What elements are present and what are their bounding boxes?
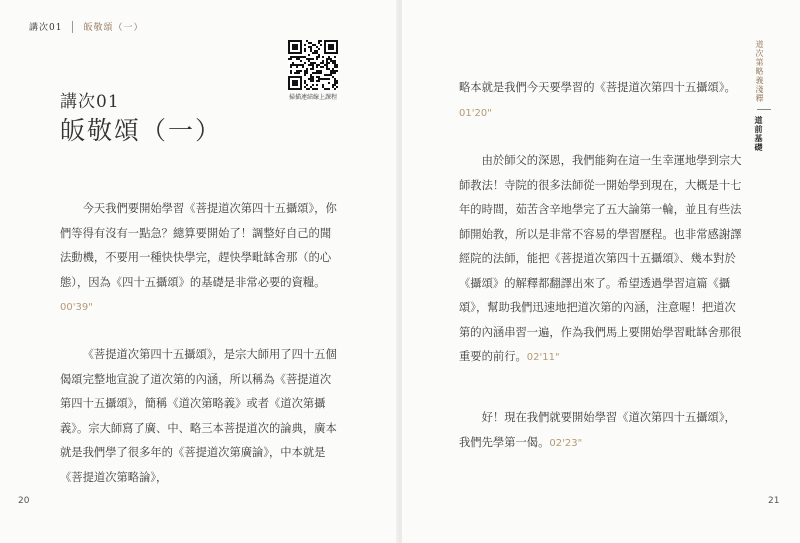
- audio-timestamp: 00'39": [60, 302, 93, 313]
- paragraph-text: 好！現在我們就要開始學習《道次第四十五攝頌》，我們先學第一偈。: [459, 411, 736, 449]
- qr-caption: 掃描連結線上課程: [288, 94, 337, 101]
- side-tab-divider: [757, 109, 771, 110]
- side-tab: [754, 40, 774, 152]
- paragraph-text: 略本就是我們今天要學習的《菩提道次第四十五攝頌》。: [459, 81, 736, 94]
- running-head-title: 皈敬頌（一）: [83, 23, 144, 33]
- right-page: [402, 0, 800, 543]
- page-number: 20: [18, 496, 30, 506]
- paragraph-text: 今天我們要開始學習《菩提道次第四十五攝頌》，你們等得有沒有一點急？總算要開始了！調整好自己的聞法動機，不要用一種快快學完，趕快學毗缽舍那（的心態），因為《四十五攝頌》的基礎是非常必要的資糧。: [60, 202, 337, 289]
- side-tab-section: 道前基礎: [754, 116, 764, 152]
- qr-code-icon[interactable]: [288, 40, 338, 90]
- left-page: [0, 0, 398, 543]
- left-paragraph-2: [60, 343, 340, 490]
- audio-timestamp: 02'11": [526, 352, 560, 363]
- lesson-title: 皈敬頌（一）: [60, 116, 223, 145]
- side-tab-book-title: 道次第略義淺釋: [755, 40, 764, 103]
- audio-timestamp: 01'20": [459, 107, 492, 119]
- right-paragraph-2: [459, 149, 743, 371]
- right-paragraph-1: [459, 76, 743, 126]
- running-head: [29, 20, 143, 33]
- running-head-divider: [72, 21, 73, 33]
- left-paragraph-1: [60, 197, 340, 321]
- lesson-label: 講次01: [60, 92, 120, 112]
- paragraph-text: 由於師父的深恩，我們能夠在這一生幸運地學到宗大師教法！寺院的很多法師從一開始學到現在，大概是十七年的時間，茹苦含辛地學完了五大論第一輪，並且有些法師開始教，所以是非常不容易的學習歷程。也非常感謝譯經院的法師，能把《菩提道次第四十五攝頌》、幾本對於《攝頌》的解釋都翻譯出來了。希望透過學習這篇《攝頌》，幫助我們迅速地把道次第的內涵，注意喔！把道次第的內涵串習一遍，作為我們馬上要開始學習毗缽舍那很重要的前行。: [459, 154, 742, 363]
- audio-timestamp: 02'23": [549, 437, 583, 449]
- paragraph-text: 《菩提道次第四十五攝頌》，是宗大師用了四十五個偈頌完整地宣說了道次第的內涵，所以稱為《菩提道次第四十五攝頌》，簡稱《道次第略義》或者《道次第攝義》。宗大師寫了廣、中、略三本菩提道次的論典，廣本就是我們學了很多年的《菩提道次第廣論》，中本就是《菩提道次第略論》，: [60, 348, 337, 484]
- running-head-lesson: 講次01: [29, 23, 63, 33]
- right-paragraph-3: [459, 406, 743, 456]
- page-number: 21: [768, 496, 780, 506]
